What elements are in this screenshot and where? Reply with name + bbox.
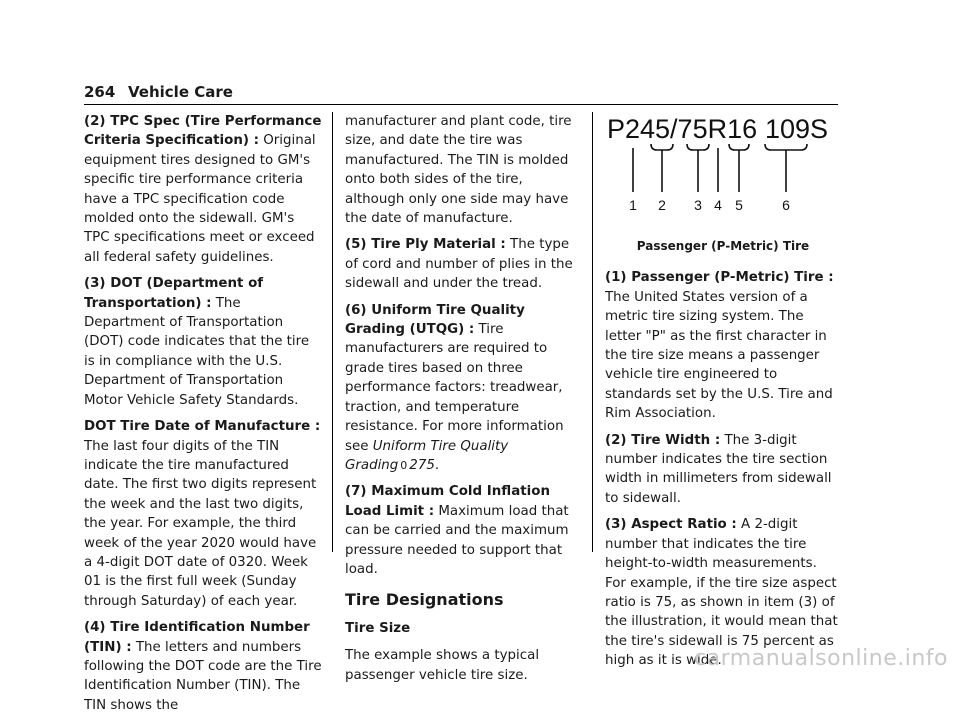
text-utqg: Tire manufacturers are required to grade tires based on three performance factors: treadwear, traction, and temperature resistance. For more information see bbox=[345, 322, 564, 454]
callout-3: 3 bbox=[694, 197, 702, 213]
text-tin: The letters and numbers following the DOT code are the Tire Identification Number (TIN). The TIN shows the bbox=[84, 639, 322, 713]
text-tpc-spec: Original equipment tires designed to GM's specific tire performance criteria have a TPC specification code molded onto the sidewall. GM's TPC specifications meet or exceed all federal safety guidelines. bbox=[84, 133, 316, 265]
link-utqg-page[interactable]: 275 bbox=[409, 457, 435, 473]
text-dot: The Department of Transportation (DOT) code indicates that the tire is in compliance with the U.S. Department of Transportation Motor Vehicle Safety Standards. bbox=[84, 295, 310, 408]
column-2 bbox=[345, 112, 577, 692]
column-1 bbox=[84, 112, 324, 722]
term-aspect-ratio: (3) Aspect Ratio : bbox=[605, 517, 737, 533]
section-title: Vehicle Care bbox=[128, 83, 233, 101]
text-dot-date: The last four digits of the TIN indicate the tire manufactured date. The first two digits represent the week and the last two digits, the year. For example, the third week of the year 2020 would have a 4-digit DOT date of 0320. Week 01 is the first full week (Sunday through Saturday) of each year. bbox=[84, 438, 317, 609]
tire-code-load-speed: 109S bbox=[765, 114, 829, 144]
callout-1: 1 bbox=[629, 197, 637, 213]
text-aspect-ratio: A 2-digit number that indicates the tire height-to-width measurements. For example, if the tire size aspect ratio is 75, as shown in item (3) of the illustration, it would mean that the tire's sidewall is 75 percent as high as it is wide. bbox=[605, 517, 838, 669]
paragraph-dot bbox=[84, 274, 324, 410]
text-tire-width: The 3-digit number indicates the tire section width in millimeters from sidewall to sidewall. bbox=[605, 432, 832, 506]
tire-size-illustration bbox=[605, 112, 837, 228]
subheading-tire-size: Tire Size bbox=[345, 621, 411, 637]
column-3 bbox=[605, 112, 841, 678]
paragraph-ply bbox=[345, 235, 577, 293]
paragraph-tpc-spec bbox=[84, 112, 324, 267]
term-tin: (4) Tire Identification Number (TIN) : bbox=[84, 620, 310, 655]
term-utqg: (6) Uniform Tire Quality Grading (UTQG) : bbox=[345, 302, 525, 338]
paragraph-utqg bbox=[345, 301, 577, 476]
heading-tire-designations: Tire Designations bbox=[345, 590, 504, 610]
text-load-limit: Maximum load that can be carried and the maximum pressure needed to support that load. bbox=[345, 503, 569, 577]
term-load-limit: (7) Maximum Cold Inflation Load Limit : bbox=[345, 484, 550, 519]
text-ply: The type of cord and number of plies in the sidewall and under the tread. bbox=[345, 237, 573, 292]
term-tire-width: (2) Tire Width : bbox=[605, 432, 721, 448]
paragraph-p-metric bbox=[605, 268, 841, 423]
paragraph-tin-cont: manufacturer and plant code, tire size, and date the tire was manufactured. The TIN is molded onto both sides of the tire, although only one side may have the date of manufacture. bbox=[345, 114, 572, 227]
figure-caption: Passenger (P-Metric) Tire bbox=[636, 239, 810, 254]
link-utqg[interactable]: Uniform Tire Quality Grading bbox=[345, 438, 509, 473]
tire-code-size: P245/75R16 bbox=[607, 114, 758, 144]
column-divider-2 bbox=[592, 112, 593, 552]
page-number: 264 bbox=[84, 83, 116, 101]
callout-6: 6 bbox=[782, 197, 790, 213]
term-ply: (5) Tire Ply Material : bbox=[345, 237, 506, 253]
callout-2: 2 bbox=[658, 197, 666, 213]
column-divider-1 bbox=[332, 112, 333, 552]
period: . bbox=[434, 457, 440, 473]
page-reference-icon: 0 bbox=[400, 458, 408, 472]
callout-4: 4 bbox=[714, 197, 722, 213]
paragraph-dot-date bbox=[84, 417, 324, 611]
page-footer bbox=[0, 640, 960, 678]
term-dot: (3) DOT (Department of Transportation) : bbox=[84, 276, 264, 311]
term-p-metric: (1) Passenger (P-Metric) Tire : bbox=[605, 270, 834, 286]
paragraph-load-limit bbox=[345, 482, 577, 579]
term-tpc-spec: (2) TPC Spec (Tire Performance Criteria Specification) : bbox=[84, 114, 322, 149]
callout-5: 5 bbox=[735, 197, 743, 213]
watermark: carmanualsonline.info bbox=[694, 646, 948, 671]
paragraph-tire-width bbox=[605, 431, 841, 509]
paragraph-tire-size: The example shows a typical passenger vehicle tire size. bbox=[345, 648, 540, 683]
text-p-metric: The United States version of a metric tire sizing system. The letter "P" as the first character in the tire size means a passenger vehicle tire engineered to standards set by the U.S. Tire and Rim Association. bbox=[605, 289, 833, 422]
page-header bbox=[84, 80, 838, 105]
term-dot-date: DOT Tire Date of Manufacture : bbox=[84, 419, 321, 435]
